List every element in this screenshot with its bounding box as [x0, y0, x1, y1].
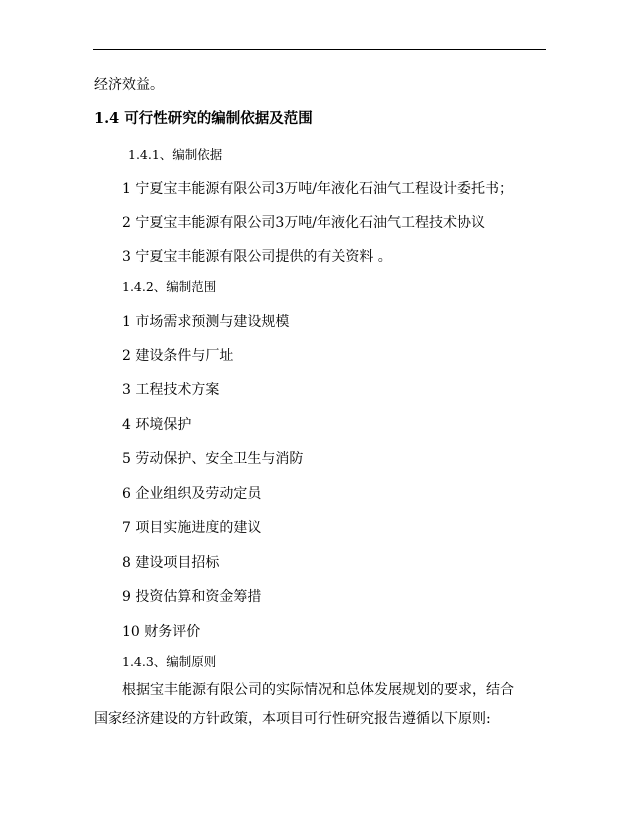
list-item: 2 宁夏宝丰能源有限公司3万吨/年液化石油气工程技术协议: [122, 215, 485, 231]
section-heading: [94, 111, 313, 127]
list-item: 5 劳动保护、安全卫生与消防: [122, 451, 304, 467]
list-item: 7 项目实施进度的建议: [122, 520, 262, 536]
paragraph-line: 根据宝丰能源有限公司的实际情况和总体发展规划的要求，结合: [122, 682, 514, 698]
section-title: 可行性研究的编制依据及范围: [124, 110, 313, 127]
continuation-text: 经济效益。: [94, 77, 164, 93]
list-item: 10 财务评价: [122, 624, 201, 640]
list-item: 2 建设条件与厂址: [122, 348, 234, 364]
subsection-title-scope: 1.4.2、编制范围: [122, 279, 217, 294]
list-item: 3 宁夏宝丰能源有限公司提供的有关资料 。: [122, 249, 392, 265]
list-item: 9 投资估算和资金筹措: [122, 589, 262, 605]
subsection-title-basis: 1.4.1、编制依据: [128, 147, 223, 162]
list-item: 6 企业组织及劳动定员: [122, 486, 262, 502]
list-item: 8 建设项目招标: [122, 555, 220, 571]
paragraph-line: 国家经济建设的方针政策，本项目可行性研究报告遵循以下原则:: [94, 711, 491, 727]
header-rule: [93, 49, 546, 50]
list-item: 3 工程技术方案: [122, 382, 220, 398]
list-item: 1 市场需求预测与建设规模: [122, 314, 290, 330]
section-number: 1.4: [94, 110, 120, 127]
list-item: 1 宁夏宝丰能源有限公司3万吨/年液化石油气工程设计委托书；: [122, 181, 513, 197]
list-item: 4 环境保护: [122, 417, 192, 433]
subsection-title-principles: 1.4.3、编制原则: [122, 654, 217, 669]
